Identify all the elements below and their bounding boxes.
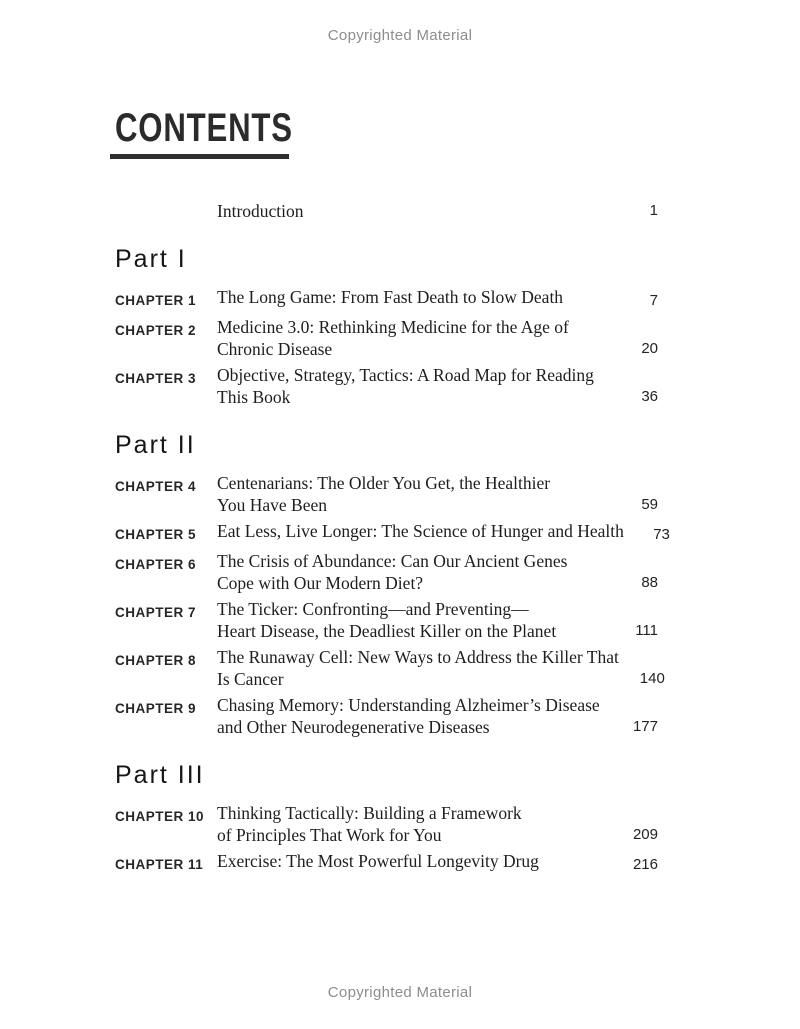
title-line: Cope with Our Modern Diet?: [217, 573, 424, 593]
chapter-page-number: 209: [632, 826, 658, 843]
title-line: Exercise: The Most Powerful Longevity Drug: [217, 851, 539, 871]
chapter-label: CHAPTER 9: [115, 701, 197, 716]
copyright-notice-bottom: Copyrighted Material: [327, 984, 473, 1001]
chapter-label: CHAPTER 5: [115, 527, 197, 542]
chapter-title: [217, 550, 612, 594]
title-line: This Book: [217, 387, 291, 407]
chapter-title: [217, 364, 612, 408]
toc-row-chapter-4: [115, 472, 658, 516]
title-line: You Have Been: [217, 495, 328, 515]
chapter-label: CHAPTER 6: [115, 557, 197, 572]
copyright-notice-top: Copyrighted Material: [327, 27, 473, 44]
title-line: Chasing Memory: Understanding Alzheimer’s Disease: [217, 695, 600, 715]
toc-row-introduction: [115, 200, 658, 222]
chapter-page-number: 216: [632, 856, 658, 873]
chapter-title: [217, 520, 624, 546]
toc-row-chapter-1: [115, 286, 658, 312]
chapter-label: CHAPTER 1: [115, 293, 197, 308]
chapter-page-number: 140: [639, 670, 665, 687]
part-heading-3: Part III: [115, 761, 205, 789]
entry-page-number: 1: [649, 202, 658, 219]
title-line: Heart Disease, the Deadliest Killer on the Planet: [217, 621, 557, 641]
toc-row-chapter-5: [115, 520, 670, 546]
title-line: Introduction: [217, 201, 304, 221]
title-line: The Long Game: From Fast Death to Slow Death: [217, 287, 564, 307]
toc-row-chapter-8: [115, 646, 665, 690]
toc-row-chapter-2: [115, 316, 658, 360]
title-line: The Ticker: Confronting—and Preventing—: [217, 599, 529, 619]
chapter-page-number: 20: [641, 340, 658, 357]
chapter-page-number: 73: [653, 526, 670, 543]
chapter-title: [217, 316, 612, 360]
chapter-label: CHAPTER 7: [115, 605, 197, 620]
title-line: The Runaway Cell: New Ways to Address the Killer That: [217, 647, 619, 667]
toc-row-chapter-10: [115, 802, 658, 846]
entry-title: [217, 200, 612, 222]
title-line: Eat Less, Live Longer: The Science of Hunger and Health: [217, 521, 624, 541]
title-line: The Crisis of Abundance: Can Our Ancient Genes: [217, 551, 568, 571]
chapter-label: CHAPTER 11: [115, 857, 204, 872]
title-line: Chronic Disease: [217, 339, 333, 359]
part-section-2: [115, 431, 670, 738]
label-spacer: [115, 200, 217, 222]
chapter-page-number: 7: [649, 292, 658, 309]
title-line: Objective, Strategy, Tactics: A Road Map for Reading: [217, 365, 594, 385]
part-heading-1: Part I: [115, 245, 187, 273]
chapter-label: CHAPTER 2: [115, 323, 197, 338]
toc-row-chapter-6: [115, 550, 658, 594]
chapter-title: [217, 802, 612, 846]
part-heading-2: Part II: [115, 431, 196, 459]
chapter-title: [217, 598, 612, 642]
toc-row-chapter-11: [115, 850, 658, 876]
part-section-1: [115, 247, 658, 408]
chapter-page-number: 36: [641, 388, 658, 405]
toc-row-chapter-3: [115, 364, 658, 408]
title-line: Is Cancer: [217, 669, 284, 689]
chapter-title: [217, 694, 612, 738]
chapter-label: CHAPTER 3: [115, 371, 197, 386]
title-line: Medicine 3.0: Rethinking Medicine for the Age of: [217, 317, 569, 337]
contents-page: [115, 106, 670, 880]
chapter-page-number: 111: [635, 622, 658, 639]
chapter-label: CHAPTER 4: [115, 479, 197, 494]
chapter-page-number: 177: [632, 718, 658, 735]
chapter-title: [217, 472, 612, 516]
title-line: Thinking Tactically: Building a Framework: [217, 803, 522, 823]
chapter-title: [217, 286, 612, 312]
title-line: Centenarians: The Older You Get, the Healthier: [217, 473, 551, 493]
chapter-label: CHAPTER 10: [115, 809, 205, 824]
toc-row-chapter-7: [115, 598, 658, 642]
title-line: of Principles That Work for You: [217, 825, 442, 845]
chapter-page-number: 88: [641, 574, 658, 591]
title-line: and Other Neurodegenerative Diseases: [217, 717, 490, 737]
toc-row-chapter-9: [115, 694, 658, 738]
page-title-underline: [110, 106, 293, 159]
chapter-label: CHAPTER 8: [115, 653, 197, 668]
chapter-title: [217, 850, 612, 876]
page-title: CONTENTS: [115, 106, 293, 150]
part-section-3: [115, 763, 658, 876]
chapter-page-number: 59: [641, 496, 658, 513]
chapter-title: [217, 646, 619, 690]
